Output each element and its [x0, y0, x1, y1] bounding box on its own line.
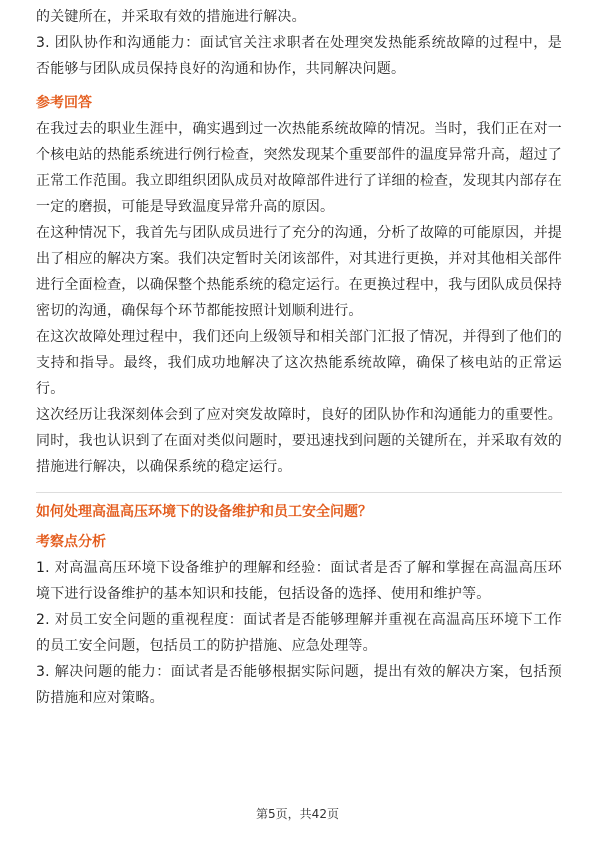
section-divider	[36, 492, 562, 493]
answer-heading: 参考回答	[36, 95, 92, 111]
page-content	[36, 4, 562, 711]
answer-paragraph-2: 在这种情况下，我首先与团队成员进行了充分的沟通，分析了故障的可能原因，并提出了相应的解决方案。我们决定暂时关闭该部件，对其进行更换，并对其他相关部件进行全面检查，以确保整个热能系统的稳定运行。在更换过程中，我与团队成员保持密切的沟通，确保每个环节都能按照计划顺利进行。	[36, 225, 562, 319]
page-number: 第5页，共42页	[256, 807, 339, 821]
analysis-heading: 考察点分析	[36, 534, 106, 550]
answer-paragraph-1: 在我过去的职业生涯中，确实遇到过一次热能系统故障的情况。当时，我们正在对一个核电站的热能系统进行例行检查，突然发现某个重要部件的温度异常升高，超过了正常工作范围。我立即组织团队成员对故障部件进行了详细的检查，发现其内部存在一定的磨损，可能是导致温度异常升高的原因。	[36, 121, 562, 215]
question-point-1: 1. 对高温高压环境下设备维护的理解和经验：面试者是否了解和掌握在高温高压环境下进行设备维护的基本知识和技能，包括设备的选择、使用和维护等。	[36, 560, 562, 602]
answer-paragraph-4: 这次经历让我深刻体会到了应对突发故障时，良好的团队协作和沟通能力的重要性。同时，我也认识到了在面对类似问题时，要迅速找到问题的关键所在，并采取有效的措施进行解决，以确保系统的稳定运行。	[36, 407, 562, 475]
question-point-3: 3. 解决问题的能力：面试者是否能够根据实际问题，提出有效的解决方案，包括预防措施和应对策略。	[36, 664, 562, 706]
answer-paragraph-3: 在这次故障处理过程中，我们还向上级领导和相关部门汇报了情况，并得到了他们的支持和指导。最终，我们成功地解决了这次热能系统故障，确保了核电站的正常运行。	[36, 329, 562, 397]
analysis-point-3: 3. 团队协作和沟通能力：面试官关注求职者在处理突发热能系统故障的过程中，是否能够与团队成员保持良好的沟通和协作，共同解决问题。	[36, 35, 562, 77]
previous-analysis-tail: 的关键所在，并采取有效的措施进行解决。	[36, 9, 306, 25]
question-title: 如何处理高温高压环境下的设备维护和员工安全问题？	[36, 504, 372, 520]
question-point-2: 2. 对员工安全问题的重视程度：面试者是否能够理解并重视在高温高压环境下工作的员工安全问题，包括员工的防护措施、应急处理等。	[36, 612, 562, 654]
